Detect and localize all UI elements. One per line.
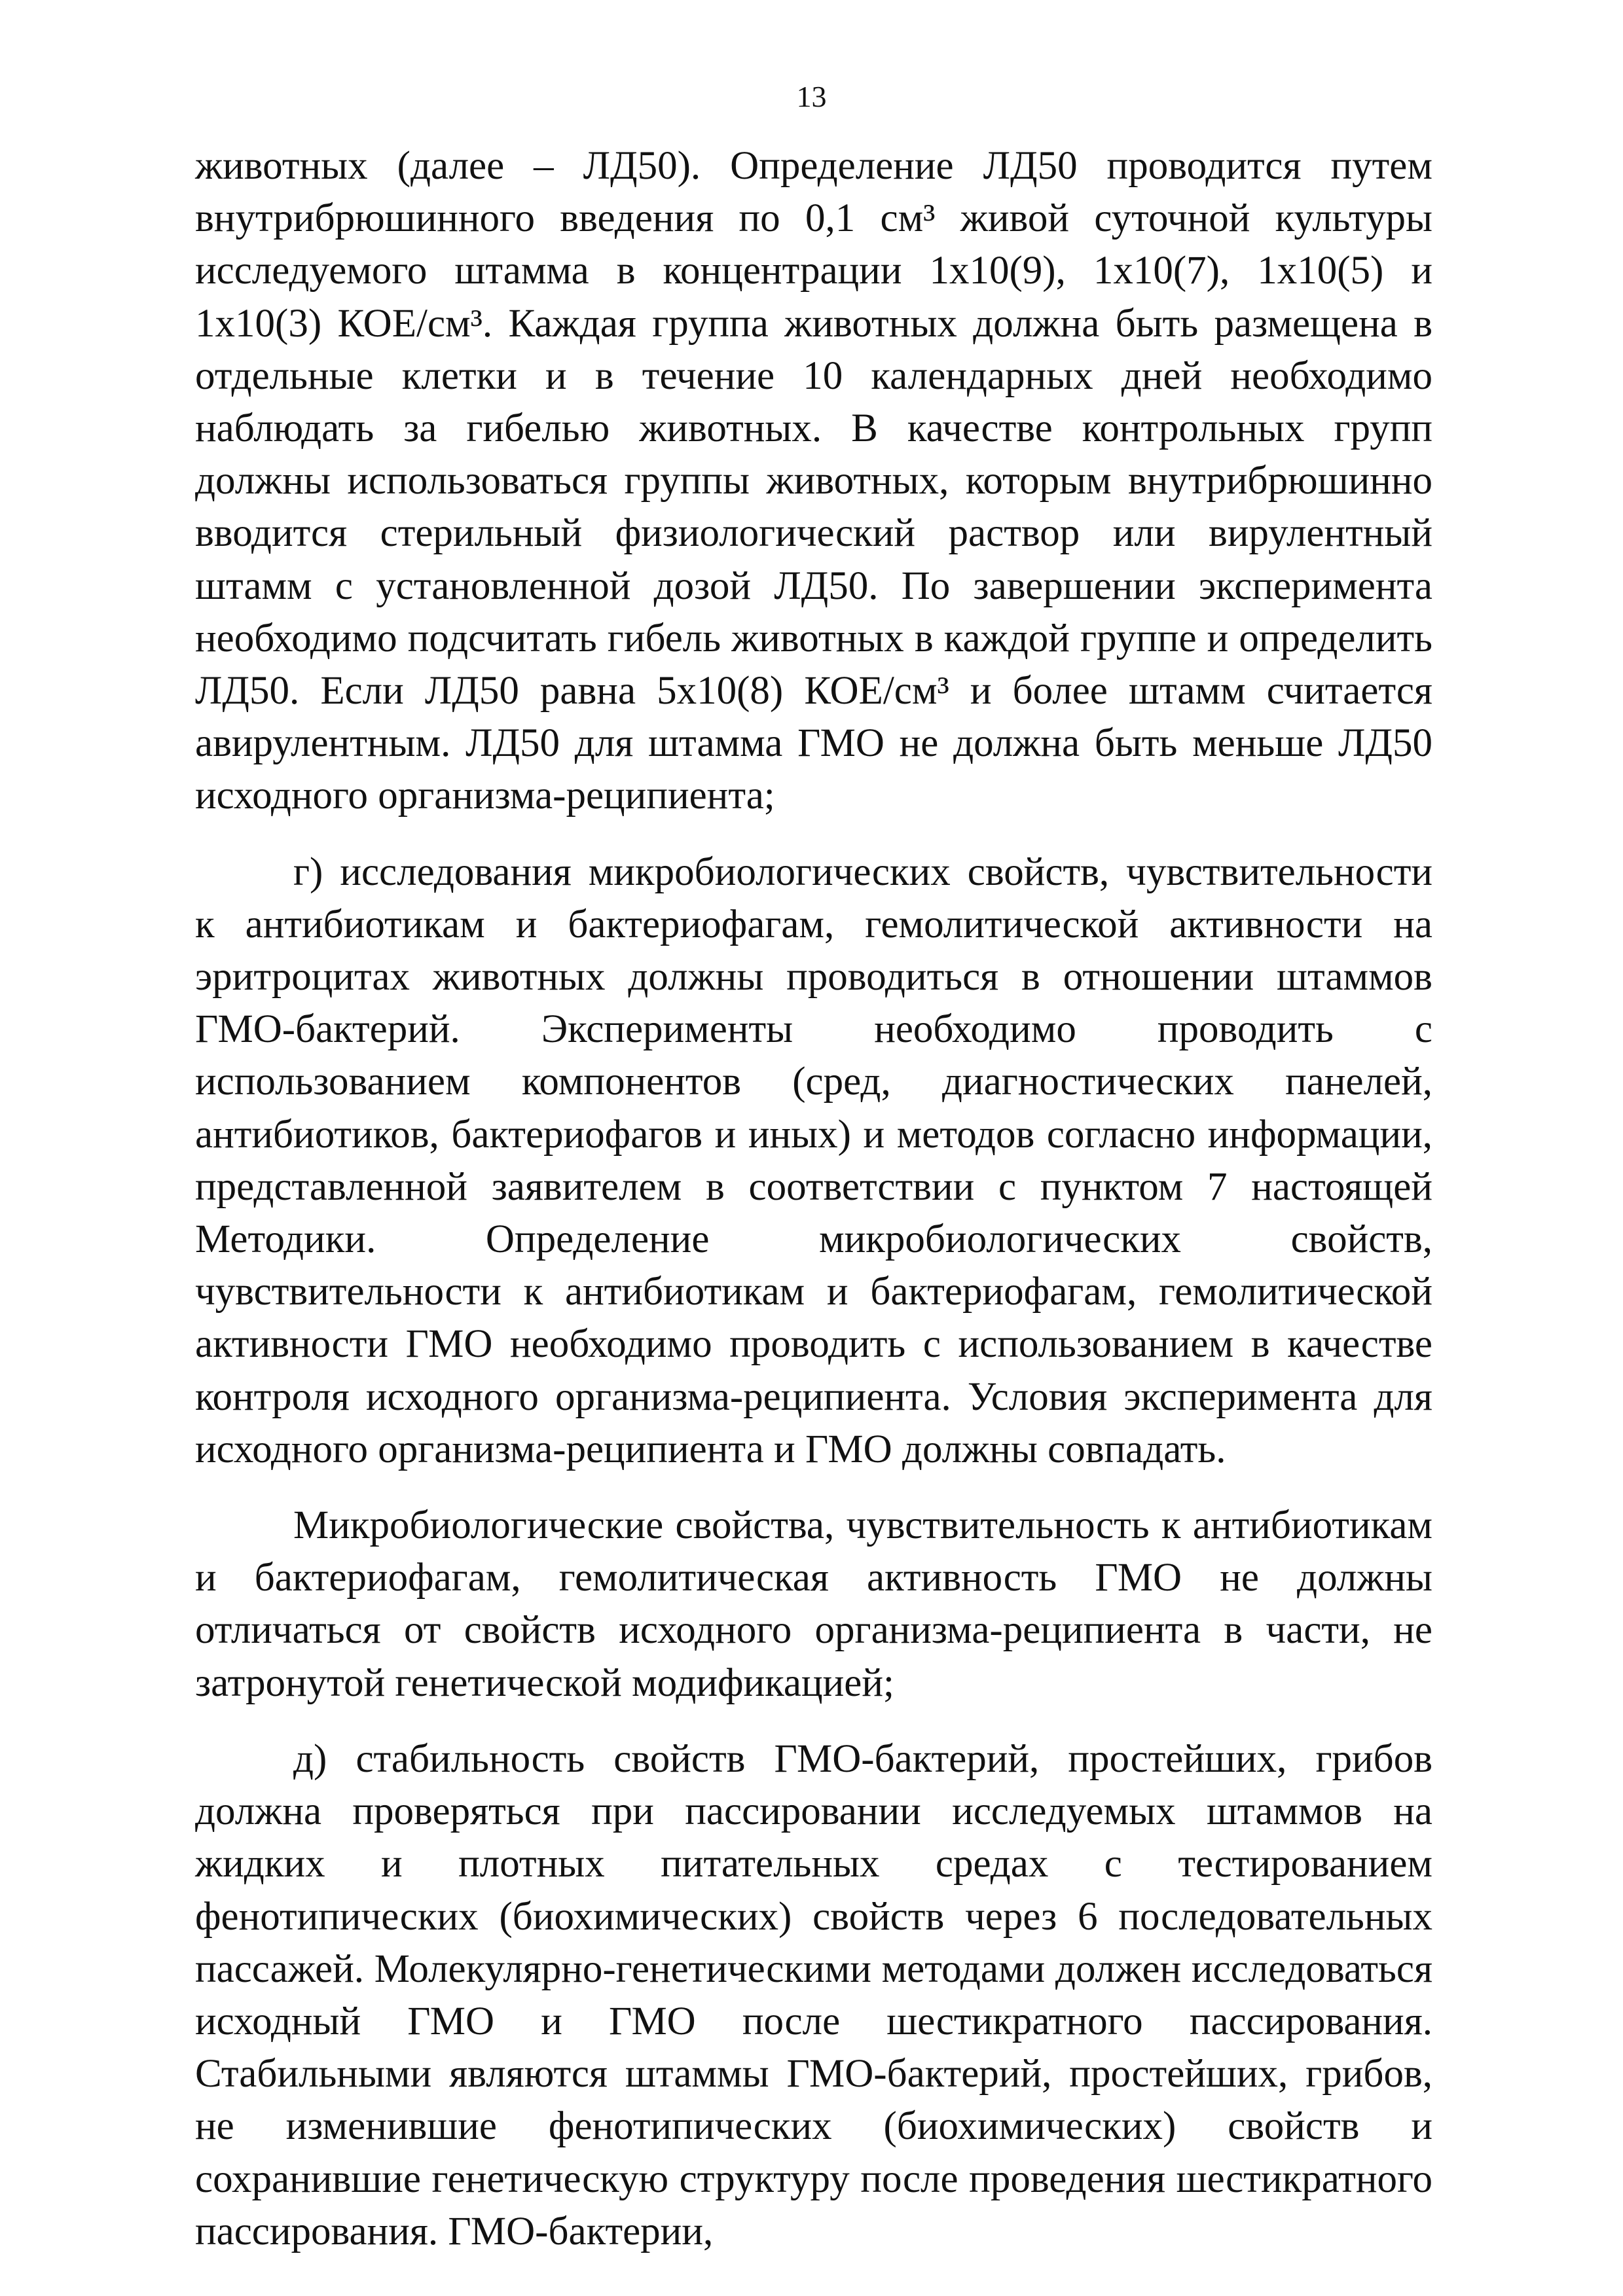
paragraph-microbiological-properties: Микробиологические свойства, чувствительность к антибиотикам и бактериофагам, гемолитическая активность ГМО не должны отличаться от свойств исходного организма-реципиента в части, не затронутой генетической модификацией; [195,1503,1432,1705]
paragraph-item-g: г) исследования микробиологических свойств, чувствительности к антибиотикам и бактериофагам, гемолитической активности на эритроцитах животных должны проводиться в отношении штаммов ГМО-бактерий. Эксперименты необходимо проводить с использованием компонентов (сред, диагностических панелей, антибиотиков, бактериофагов и иных) и методов согласно информации, представленной заявителем в соответствии с пунктом 7 настоящей Методики. Определение микробиологических свойств, чувствительности к антибиотикам и бактериофагам, гемолитической активности ГМО необходимо проводить с использованием в качестве контроля исходного организма-реципиента. Условия эксперимента для исходного организма-реципиента и ГМО должны совпадать. [195,850,1432,1471]
page-number: 13 [796,80,827,113]
document-body [195,140,1432,2258]
paragraph-ld50-continuation: животных (далее – ЛД50). Определение ЛД50 проводится путем внутрибрюшинного введения по 0,1 см³ живой суточной культуры исследуемого штамма в концентрации 1х10(9), 1х10(7), 1х10(5) и 1х10(3) КОЕ/см³. Каждая группа животных должна быть размещена в отдельные клетки и в течение 10 календарных дней необходимо наблюдать за гибелью животных. В качестве контрольных групп должны использоваться группы животных, которым внутрибрюшинно вводится стерильный физиологический раствор или вирулентный штамм с установленной дозой ЛД50. По завершении эксперимента необходимо подсчитать гибель животных в каждой группе и определить ЛД50. Если ЛД50 равна 5х10(8) КОЕ/см³ и более штамм считается авирулентным. ЛД50 для штамма ГМО не должна быть меньше ЛД50 исходного организма-реципиента; [195,144,1432,818]
paragraph-item-d: д) стабильность свойств ГМО-бактерий, простейших, грибов должна проверяться при пассировании исследуемых штаммов на жидких и плотных питательных средах с тестированием фенотипических (биохимических) свойств через 6 последовательных пассажей. Молекулярно-генетическими методами должен исследоваться исходный ГМО и ГМО после шестикратного пассирования. Стабильными являются штаммы ГМО-бактерий, простейших, грибов, не изменившие фенотипических (биохимических) свойств и сохранившие генетическую структуру после проведения шестикратного пассирования. ГМО-бактерии, [195,1736,1432,2253]
